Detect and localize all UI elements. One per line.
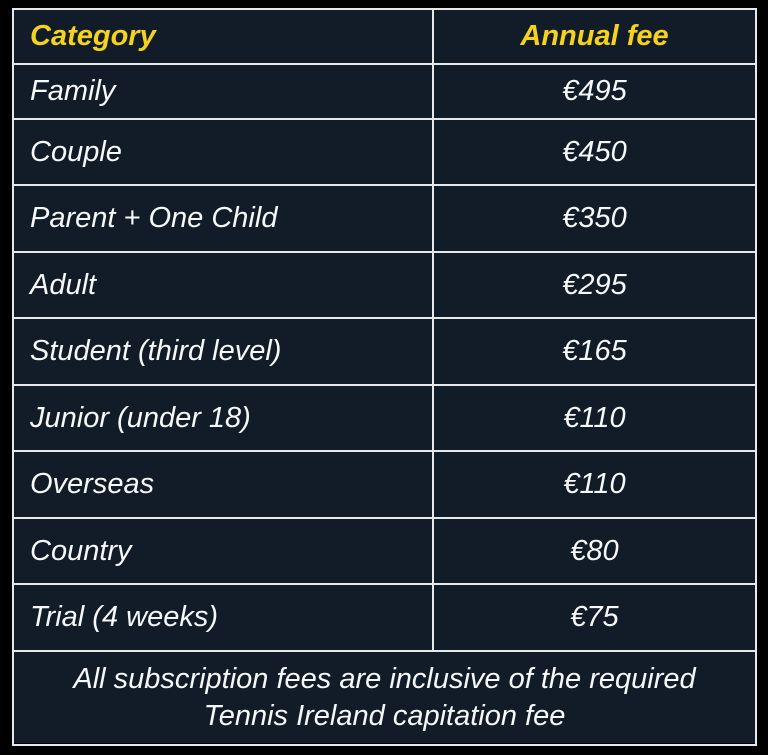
category-cell: Country [13, 518, 433, 584]
fee-cell: €495 [433, 64, 756, 119]
table-row [13, 119, 756, 185]
fee-cell: €450 [433, 119, 756, 185]
category-cell: Junior (under 18) [13, 385, 433, 451]
fee-cell: €110 [433, 385, 756, 451]
fee-table-container [12, 8, 755, 743]
table-row [13, 252, 756, 318]
category-cell: Overseas [13, 451, 433, 518]
table-footnote-row [13, 651, 756, 745]
table-row [13, 318, 756, 385]
table-row [13, 518, 756, 584]
footnote-cell [13, 651, 756, 745]
table-row [13, 451, 756, 518]
category-cell: Trial (4 weeks) [13, 584, 433, 651]
table-header-row [13, 9, 756, 64]
footnote-line-1: All subscription fees are inclusive of the required [73, 663, 696, 695]
header-category: Category [13, 9, 433, 64]
category-cell: Parent + One Child [13, 185, 433, 252]
fee-cell: €165 [433, 318, 756, 385]
fee-cell: €110 [433, 451, 756, 518]
category-cell: Student (third level) [13, 318, 433, 385]
table-row [13, 385, 756, 451]
category-cell: Family [13, 64, 433, 119]
fee-table [12, 8, 757, 746]
table-row [13, 185, 756, 252]
fee-cell: €295 [433, 252, 756, 318]
footnote-line-2: Tennis Ireland capitation fee [203, 700, 566, 732]
table-row [13, 64, 756, 119]
table-row [13, 584, 756, 651]
category-cell: Couple [13, 119, 433, 185]
fee-cell: €80 [433, 518, 756, 584]
header-annual-fee: Annual fee [433, 9, 756, 64]
fee-cell: €350 [433, 185, 756, 252]
fee-cell: €75 [433, 584, 756, 651]
category-cell: Adult [13, 252, 433, 318]
